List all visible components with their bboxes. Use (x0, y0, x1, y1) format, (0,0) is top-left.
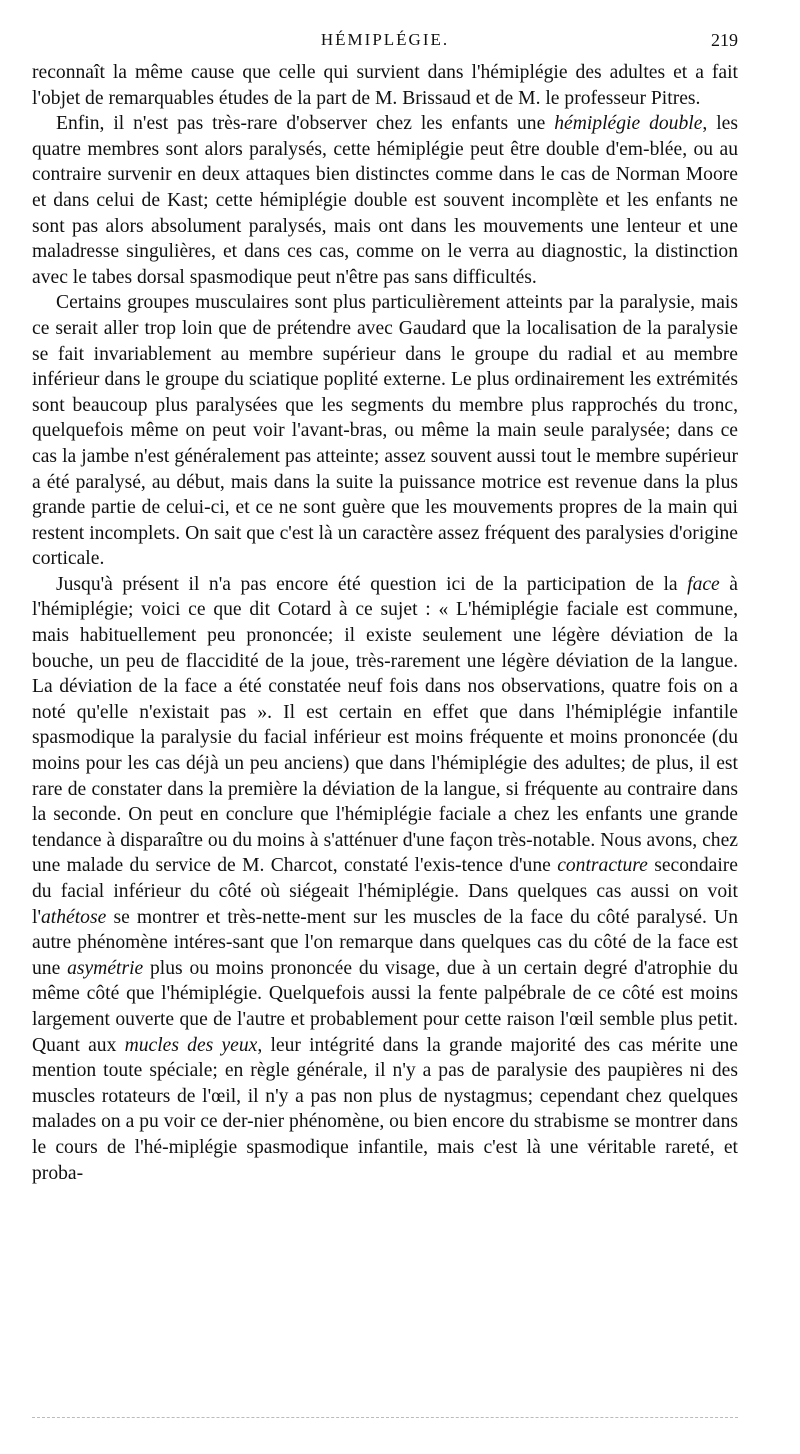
text-run: , leur intégrité dans la grande majorité des cas mérite une mention toute spéciale; en règle générale, il n'y a pas de paralysie des paupières ni des muscles rotateurs de l'œil, il n'y a pas non plus de nystagmus; cependant chez quelques malades on a pu voir ce der-nier phénomène, ou bien encore du strabisme se montrer dans le cours de l'hé-miplégie spasmodique infantile, mais c'est là une véritable rareté, et proba- (32, 1034, 738, 1184)
page-number: 219 (711, 30, 738, 50)
text-run: Certains groupes musculaires sont plus particulièrement atteints par la paralysie, mais ce serait aller trop loin que de prétendre avec Gaudard que la localisation de la paralysie se fait invariablement au membre supérieur dans le groupe du radial et au membre inférieur dans le groupe du sciatique poplité externe. Le plus ordinairement les extrémités sont beaucoup plus paralysées que les segments du membre plus rapprochés du tronc, quelquefois même on peut voir l'avant-bras, ou même la main seule paralysée; dans ce cas la jambe n'est généralement pas atteinte; assez souvent aussi tout le membre supérieur a été paralysé, au début, mais dans la suite la puissance motrice est revenue dans la plus grande partie de celui-ci, et ce ne sont guère que les mouvements propres de la main qui restent incomplets. On sait que c'est là un caractère assez fréquent des paralysies d'origine corticale. (32, 292, 738, 570)
text-run: , les quatre membres sont alors paralysés, cette hémiplégie peut être double d'em-blée, ou au contraire survenir en deux attaques bien distinctes comme dans le cas de Norman Moore et dans celui de Kast; cette hémiplégie double est souvent incomplète et les enfants ne sont pas alors absolument paralysés, mais ont dans les mouvements une lenteur et une maladresse singulières, et dans ces cas, comme on le verra au diagnostic, la distinction avec le tabes dorsal spasmodique peut n'être pas sans difficultés. (32, 113, 738, 288)
text-run: Jusqu'à présent il n'a pas encore été question ici de la participation de la (56, 573, 688, 595)
running-head: HÉMIPLÉGIE. (320, 30, 450, 49)
text-run: secondaire du facial inférieur du côté où siégeait l'hémiplégie. Dans quelques cas aussi on voit l' (32, 855, 738, 928)
text-run: Enfin, il n'est pas très-rare d'observer chez les enfants une (56, 113, 555, 135)
page-header (32, 30, 738, 56)
italic-term: athétose (40, 906, 107, 928)
italic-term: mucles des yeux (124, 1034, 258, 1056)
footer-rule (32, 1417, 738, 1418)
paragraph (32, 111, 738, 290)
italic-term: asymétrie (67, 957, 144, 979)
text-run: à l'hémiplégie; voici ce que dit Cotard à ce sujet : « L'hémiplégie faciale est commune, mais habituellement peu prononcée; il existe seulement une légère déviation de la bouche, un peu de flaccidité de la joue, très-rarement une légère déviation de la langue. La déviation de la face a été constatée neuf fois dans nos observations, quatre fois on a noté qu'elle n'existait pas ». Il est certain en effet que dans l'hémiplégie infantile spasmodique la paralysie du facial inférieur est moins fréquente et moins prononcée (du moins pour les cas déjà un peu anciens) que dans l'hémiplégie des adultes; de plus, il est rare de constater dans la première la déviation de la langue, si fréquente au contraire dans la seconde. On peut en conclure que l'hémiplégie faciale a chez les enfants une grande tendance à disparaître ou du moins à s'atténuer d'une façon très-notable. Nous avons, chez une malade du service de M. Charcot, constaté l'exis-tence d'une (32, 573, 738, 877)
italic-term: contracture (557, 855, 648, 877)
paragraph (32, 290, 738, 572)
text-run: se montrer et très-nette-ment sur les muscles de la face du côté paralysé. Un autre phénomène intéres-sant que l'on remarque dans quelques cas du côté de la face est une (32, 906, 738, 979)
paragraph (32, 572, 738, 1186)
italic-term: face (687, 573, 720, 595)
paragraph (32, 60, 738, 111)
body-text (32, 60, 738, 1186)
text-run: plus ou moins prononcée du visage, due à un certain degré d'atrophie du même côté que l'hémiplégie. Quelquefois aussi la fente palpébrale de ce côté est moins largement ouverte que de l'autre et probablement pour cette raison l'œil semble plus petit. Quant aux (32, 957, 738, 1056)
italic-term: hémiplégie double (554, 113, 703, 135)
text-run: reconnaît la même cause que celle qui survient dans l'hémiplégie des adultes et a fait l'objet de remarquables études de la part de M. Brissaud et de M. le professeur Pitres. (32, 62, 738, 109)
